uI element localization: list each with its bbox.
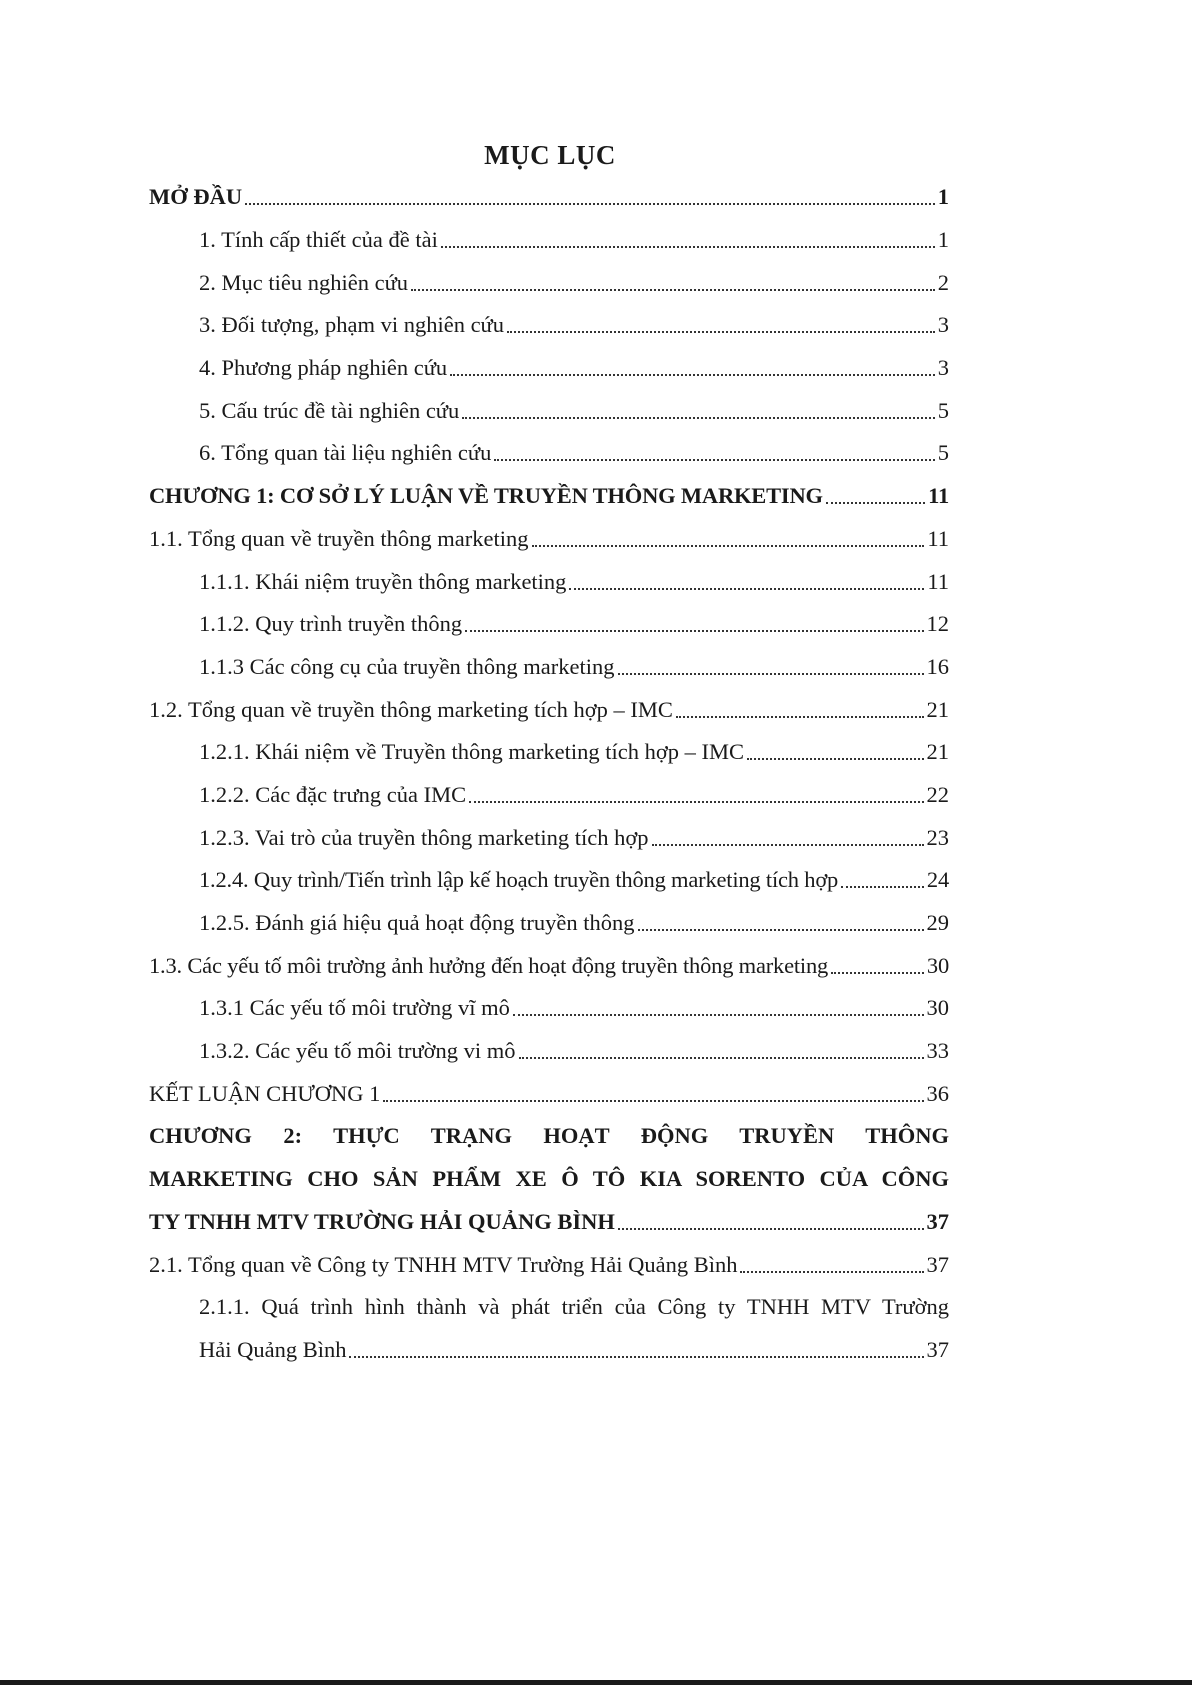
toc-entry[interactable] [149, 944, 949, 987]
toc-entry-label: 2.1.1. Quá trình hình thành và phát triển của Công ty TNHH MTV Trường [199, 1294, 949, 1320]
toc-entry-label: 1.1.2. Quy trình truyền thông [199, 611, 463, 637]
toc-entry-label: CHƯƠNG 2: THỰC TRẠNG HOẠT ĐỘNG TRUYỀN THÔNG [149, 1123, 949, 1149]
toc-entry-label: 1.3. Các yếu tố môi trường ảnh hưởng đến hoạt động truyền thông marketing [149, 952, 829, 978]
toc-page-number: 21 [926, 739, 949, 765]
toc-page-number: 5 [937, 397, 949, 423]
dot-leader [462, 417, 935, 419]
toc-entry[interactable] [149, 219, 949, 262]
toc-entry-2-1-1-line-1[interactable] [149, 1286, 949, 1329]
toc-page-number: 37 [926, 1251, 949, 1277]
toc-entry-label: 1.2. Tổng quan về truyền thông marketing tích hợp – IMC [149, 696, 673, 722]
toc-page-number: 11 [927, 568, 949, 594]
dot-leader [465, 630, 923, 632]
dot-leader [494, 459, 934, 461]
toc-entry-label: 1.2.2. Các đặc trưng của IMC [199, 781, 467, 807]
dot-leader [747, 758, 924, 760]
toc-entry-label: KẾT LUẬN CHƯƠNG 1 [149, 1080, 381, 1106]
dot-leader [569, 588, 924, 590]
toc-entry-label: 6. Tổng quan tài liệu nghiên cứu [199, 440, 492, 466]
toc-page-number: 37 [926, 1336, 949, 1362]
dot-leader [411, 289, 935, 291]
toc-entry-label: 1. Tính cấp thiết của đề tài [199, 227, 438, 253]
dot-leader [841, 886, 924, 888]
toc-entry[interactable] [149, 816, 949, 859]
toc-page-number: 29 [926, 910, 949, 936]
toc-entry[interactable] [149, 560, 949, 603]
toc-entry-label: 1.3.1 Các yếu tố môi trường vĩ mô [199, 995, 510, 1021]
toc-page-number: 30 [926, 995, 949, 1021]
dot-leader [532, 545, 925, 547]
toc-page-number: 12 [926, 611, 949, 637]
toc-entry-label: TY TNHH MTV TRƯỜNG HẢI QUẢNG BÌNH [149, 1208, 615, 1234]
dot-leader [826, 502, 925, 504]
dot-leader [618, 1228, 924, 1230]
toc-entry-label: 1.1.3 Các công cụ của truyền thông marketing [199, 653, 615, 679]
toc-entry[interactable] [149, 987, 949, 1030]
toc-entry[interactable] [149, 603, 949, 646]
toc-page-number: 2 [937, 269, 949, 295]
toc-entry[interactable] [149, 475, 949, 518]
toc-entry-label: 1.1.1. Khái niệm truyền thông marketing [199, 568, 567, 594]
toc-entry[interactable] [149, 688, 949, 731]
table-of-contents [149, 176, 949, 1371]
dot-leader [507, 331, 935, 333]
page-bottom-border [0, 1680, 1192, 1685]
toc-page-number: 33 [926, 1038, 949, 1064]
toc-entry-label: 1.2.1. Khái niệm về Truyền thông marketing tích hợp – IMC [199, 739, 744, 765]
toc-entry[interactable] [149, 774, 949, 817]
dot-leader [469, 801, 923, 803]
toc-entry-label: 1.2.5. Đánh giá hiệu quả hoạt động truyền thông [199, 910, 635, 936]
toc-entry-label: 1.2.3. Vai trò của truyền thông marketing tích hợp [199, 824, 649, 850]
toc-entry-label: 5. Cấu trúc đề tài nghiên cứu [199, 397, 460, 423]
toc-entry[interactable] [149, 1030, 949, 1073]
toc-page-number: 3 [937, 355, 949, 381]
toc-page-number: 3 [937, 312, 949, 338]
toc-entry-label: 2.1. Tổng quan về Công ty TNHH MTV Trường Hải Quảng Bình [149, 1251, 738, 1277]
toc-page-number: 22 [926, 781, 949, 807]
toc-entry[interactable] [149, 902, 949, 945]
page-title: MỤC LỤC [484, 140, 616, 170]
toc-entry[interactable] [149, 731, 949, 774]
toc-entry[interactable] [149, 518, 949, 561]
toc-entry[interactable] [149, 1243, 949, 1286]
dot-leader [618, 673, 924, 675]
toc-page-number: 21 [926, 696, 949, 722]
toc-entry[interactable] [149, 304, 949, 347]
toc-entry[interactable] [149, 261, 949, 304]
dot-leader [652, 844, 924, 846]
toc-page-number: 11 [928, 483, 949, 509]
toc-entry-chapter-2-line-1[interactable] [149, 1115, 949, 1158]
dot-leader [450, 374, 935, 376]
toc-page-number: 1 [937, 184, 949, 210]
dot-leader [638, 929, 924, 931]
dot-leader [349, 1356, 923, 1358]
dot-leader [513, 1014, 924, 1016]
toc-entry[interactable] [149, 176, 949, 219]
dot-leader [245, 203, 935, 205]
toc-entry-label: MỞ ĐẦU [149, 184, 243, 210]
toc-page-number: 11 [927, 525, 949, 551]
toc-entry-label: 2. Mục tiêu nghiên cứu [199, 269, 409, 295]
toc-entry-label: MARKETING CHO SẢN PHẨM XE Ô TÔ KIA SORENTO CỦA CÔNG [149, 1166, 949, 1192]
toc-entry-label: 1.1. Tổng quan về truyền thông marketing [149, 525, 529, 551]
toc-page-number: 37 [926, 1208, 949, 1234]
toc-page-number: 36 [926, 1080, 949, 1106]
toc-page-number: 24 [926, 867, 949, 893]
toc-page-number: 1 [937, 227, 949, 253]
toc-entry-2-1-1-line-2[interactable] [149, 1329, 949, 1372]
dot-leader [831, 972, 924, 974]
toc-entry-label: 4. Phương pháp nghiên cứu [199, 355, 448, 381]
toc-entry-chapter-2-line-2[interactable] [149, 1158, 949, 1201]
toc-entry-chapter-2-line-3[interactable] [149, 1201, 949, 1244]
dot-leader [519, 1057, 924, 1059]
toc-page-number: 23 [926, 824, 949, 850]
toc-entry[interactable] [149, 432, 949, 475]
dot-leader [740, 1271, 923, 1273]
toc-entry[interactable] [149, 859, 949, 902]
toc-entry[interactable] [149, 1072, 949, 1115]
toc-page-number: 16 [926, 653, 949, 679]
toc-entry-label: 3. Đối tượng, phạm vi nghiên cứu [199, 312, 505, 338]
toc-entry[interactable] [149, 646, 949, 689]
toc-page-number: 30 [926, 952, 949, 978]
dot-leader [441, 246, 935, 248]
toc-entry[interactable] [149, 389, 949, 432]
toc-entry-label: Hải Quảng Bình [199, 1336, 347, 1362]
dot-leader [383, 1100, 923, 1102]
toc-entry-label: 1.3.2. Các yếu tố môi trường vi mô [199, 1038, 516, 1064]
toc-entry-label: CHƯƠNG 1: CƠ SỞ LÝ LUẬN VỀ TRUYỀN THÔNG MARKETING [149, 483, 823, 509]
toc-page-number: 5 [937, 440, 949, 466]
dot-leader [676, 716, 924, 718]
toc-entry-label: 1.2.4. Quy trình/Tiến trình lập kế hoạch truyền thông marketing tích hợp [199, 867, 839, 893]
toc-entry[interactable] [149, 347, 949, 390]
